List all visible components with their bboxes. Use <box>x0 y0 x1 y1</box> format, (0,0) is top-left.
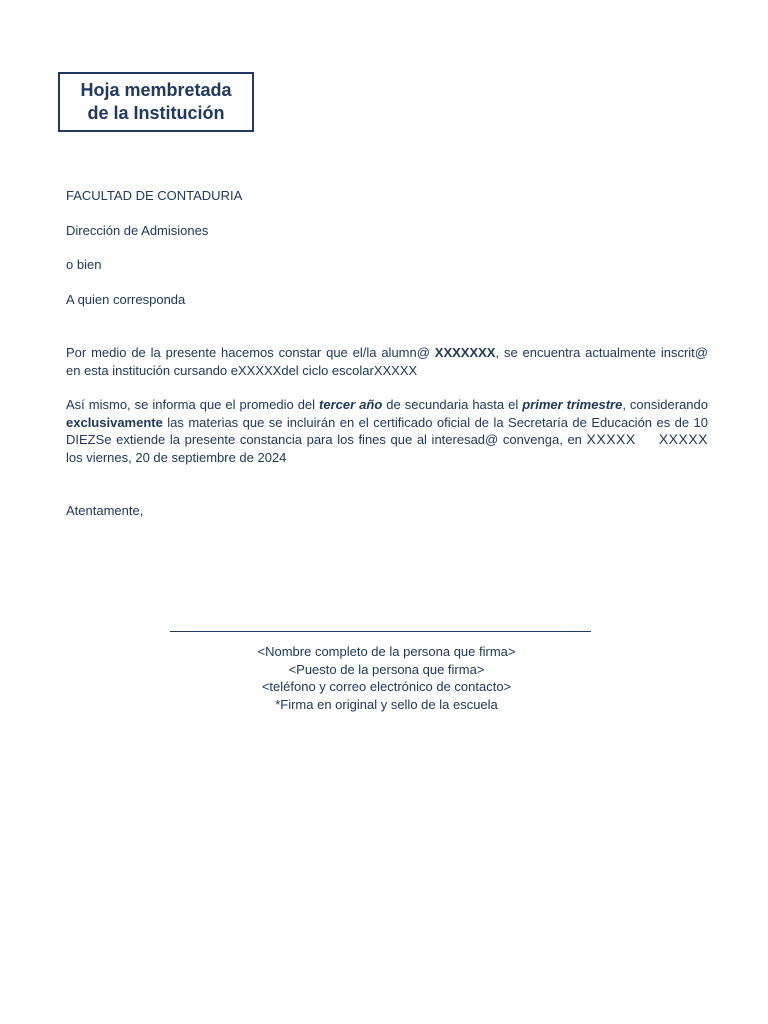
signer-name: <Nombre completo de la persona que firma> <box>257 644 516 659</box>
enrollment-text-1: Por medio de la presente hacemos constar que el/la alumn@ <box>66 345 435 360</box>
paragraph-average <box>66 396 708 466</box>
letterhead-line-1: Hoja membretada <box>80 80 232 100</box>
signature-block <box>170 643 603 713</box>
department-name: Dirección de Admisiones <box>66 223 209 238</box>
place-placeholder-1: XXXXX <box>586 431 636 447</box>
enrollment-text-2: , se encuentra actualmente inscrit@ en esta institución cursando eXXXXXdel ciclo escolarXXXXX <box>66 345 708 378</box>
faculty-name: FACULTAD DE CONTADURIA <box>66 188 243 203</box>
letterhead-box <box>58 72 254 132</box>
signature-note: *Firma en original y sello de la escuela <box>275 696 498 712</box>
average-text-3: , considerando <box>622 397 708 412</box>
alternative-text: o bien <box>66 257 102 272</box>
average-text-1: Así mismo, se informa que el promedio del <box>66 397 320 412</box>
average-text-5: los viernes, 20 de septiembre de 2024 <box>66 449 287 465</box>
signer-position: <Puesto de la persona que firma> <box>288 661 485 677</box>
average-text-4: las materias que se incluirán en el certificado oficial de la Secretaría de Educación es de 10 DIEZSe extiende la presente constancia para los fines que al interesad@ convenga, en <box>66 414 708 447</box>
student-name-placeholder: XXXXXXX <box>434 345 496 360</box>
average-text-2: de secundaria hasta el <box>382 397 523 412</box>
exclusive-emphasis: exclusivamente <box>66 414 163 430</box>
place-placeholder-2: XXXXX <box>658 431 709 447</box>
letterhead-line-2: de la Institución <box>87 103 225 123</box>
closing: Atentamente, <box>66 503 144 518</box>
term-emphasis: primer trimestre <box>522 397 623 412</box>
signature-line <box>170 631 591 632</box>
salutation: A quien corresponda <box>66 292 186 307</box>
paragraph-enrollment <box>66 344 708 379</box>
school-year-emphasis: tercer año <box>319 397 383 412</box>
signer-contact: <teléfono y correo electrónico de contacto> <box>261 679 512 695</box>
